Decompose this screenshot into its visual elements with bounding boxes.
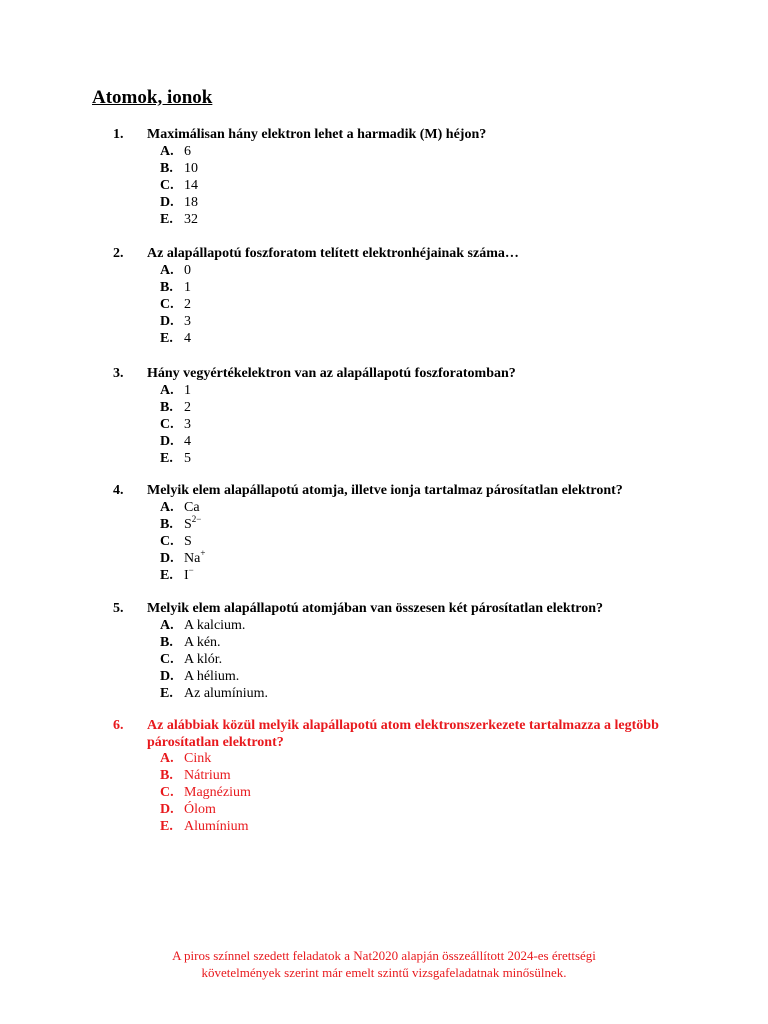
option-value: 10 <box>184 161 198 176</box>
option-letter: C. <box>160 652 174 667</box>
option-d <box>160 194 198 211</box>
option-letter: A. <box>160 144 174 159</box>
option-letter: B. <box>160 768 173 783</box>
option-value: 3 <box>184 314 191 329</box>
question-text: Az alábbiak közül melyik alapállapotú atom elektronszerkezete tartalmazza a legtöbb párosítatlan elektront? <box>147 718 659 750</box>
option-letter: A. <box>160 500 174 515</box>
answer-options <box>160 262 191 347</box>
option-value: Magnézium <box>184 785 251 800</box>
footer-line-2: követelmények szerint már emelt szintű vizsgafeladatnak minősülnek. <box>201 965 567 980</box>
option-c <box>160 784 251 801</box>
option-value: 3 <box>184 417 191 432</box>
option-a <box>160 617 268 634</box>
question-number: 1. <box>113 127 124 142</box>
option-d <box>160 433 191 450</box>
option-letter: A. <box>160 263 174 278</box>
option-b <box>160 160 198 177</box>
option-letter: C. <box>160 785 174 800</box>
option-letter: B. <box>160 517 173 532</box>
option-letter: E. <box>160 451 173 466</box>
option-d <box>160 313 191 330</box>
option-letter: E. <box>160 819 173 834</box>
option-letter: D. <box>160 802 174 817</box>
option-value: Na <box>184 551 201 566</box>
option-c <box>160 651 268 668</box>
option-letter: C. <box>160 297 174 312</box>
answer-options <box>160 499 205 584</box>
question-text: Maximálisan hány elektron lehet a harmadik (M) héjon? <box>147 127 487 142</box>
footer-line-1: A piros színnel szedett feladatok a Nat2020 alapján összeállított 2024-es érettségi <box>172 948 596 963</box>
option-value: Alumínium <box>184 819 249 834</box>
option-letter: A. <box>160 618 174 633</box>
option-letter: B. <box>160 280 173 295</box>
option-a <box>160 382 191 399</box>
option-e <box>160 211 198 228</box>
option-value: I <box>184 568 189 583</box>
ion-charge: 2− <box>191 514 202 524</box>
option-letter: D. <box>160 434 174 449</box>
option-value: 32 <box>184 212 198 227</box>
option-letter: B. <box>160 161 173 176</box>
option-letter: E. <box>160 568 173 583</box>
ion-charge: + <box>200 548 206 558</box>
option-value: 6 <box>184 144 191 159</box>
option-letter: D. <box>160 551 174 566</box>
option-a <box>160 750 251 767</box>
option-letter: E. <box>160 331 173 346</box>
option-value: 18 <box>184 195 198 210</box>
option-letter: B. <box>160 400 173 415</box>
option-letter: C. <box>160 534 174 549</box>
question-text: Az alapállapotú foszforatom telített elektronhéjainak száma… <box>147 246 519 261</box>
option-c <box>160 296 191 313</box>
question-text: Hány vegyértékelektron van az alapállapotú foszforatomban? <box>147 366 516 381</box>
option-letter: C. <box>160 178 174 193</box>
option-value: 5 <box>184 451 191 466</box>
option-e <box>160 450 191 467</box>
option-value: Ólom <box>184 802 216 817</box>
question-text: Melyik elem alapállapotú atomjában van összesen két párosítatlan elektron? <box>147 601 604 616</box>
question-text: Melyik elem alapállapotú atomja, illetve ionja tartalmaz párosítatlan elektront? <box>147 483 623 498</box>
footer-note <box>0 947 768 981</box>
option-value: A hélium. <box>184 669 240 684</box>
option-value: S <box>184 517 192 532</box>
option-d <box>160 550 205 567</box>
option-b <box>160 279 191 296</box>
page-title: Atomok, ionok <box>92 87 213 108</box>
option-value: Nátrium <box>184 768 231 783</box>
option-value: 2 <box>184 400 191 415</box>
option-value: 2 <box>184 297 191 312</box>
option-d <box>160 668 268 685</box>
option-value: 4 <box>184 331 191 346</box>
option-value: Cink <box>184 751 212 766</box>
option-value: 1 <box>184 280 191 295</box>
option-letter: A. <box>160 383 174 398</box>
option-e <box>160 818 251 835</box>
question-number: 5. <box>113 601 124 616</box>
option-value: 4 <box>184 434 191 449</box>
option-c <box>160 533 205 550</box>
answer-options <box>160 617 268 702</box>
option-value: Ca <box>184 500 200 515</box>
option-d <box>160 801 251 818</box>
question-number: 3. <box>113 366 124 381</box>
option-letter: D. <box>160 314 174 329</box>
option-b <box>160 634 268 651</box>
answer-options <box>160 750 251 835</box>
option-letter: D. <box>160 195 174 210</box>
option-letter: C. <box>160 417 174 432</box>
option-e <box>160 567 205 584</box>
answer-options <box>160 382 191 467</box>
option-value: A kén. <box>184 635 221 650</box>
option-letter: B. <box>160 635 173 650</box>
option-e <box>160 685 268 702</box>
option-letter: A. <box>160 751 174 766</box>
option-value: S <box>184 534 192 549</box>
option-letter: D. <box>160 669 174 684</box>
option-b <box>160 767 251 784</box>
option-b <box>160 399 191 416</box>
question-number: 6. <box>113 718 124 733</box>
answer-options <box>160 143 198 228</box>
option-e <box>160 330 191 347</box>
option-c <box>160 177 198 194</box>
option-value: 14 <box>184 178 198 193</box>
question-number: 4. <box>113 483 124 498</box>
option-value: A kalcium. <box>184 618 246 633</box>
option-value: 0 <box>184 263 191 278</box>
option-value: Az alumínium. <box>184 686 268 701</box>
ion-charge: − <box>188 565 194 575</box>
option-value: 1 <box>184 383 191 398</box>
option-a <box>160 262 191 279</box>
option-letter: E. <box>160 212 173 227</box>
option-b <box>160 516 205 533</box>
option-a <box>160 143 198 160</box>
option-c <box>160 416 191 433</box>
option-value: A klór. <box>184 652 223 667</box>
question-number: 2. <box>113 246 124 261</box>
option-letter: E. <box>160 686 173 701</box>
